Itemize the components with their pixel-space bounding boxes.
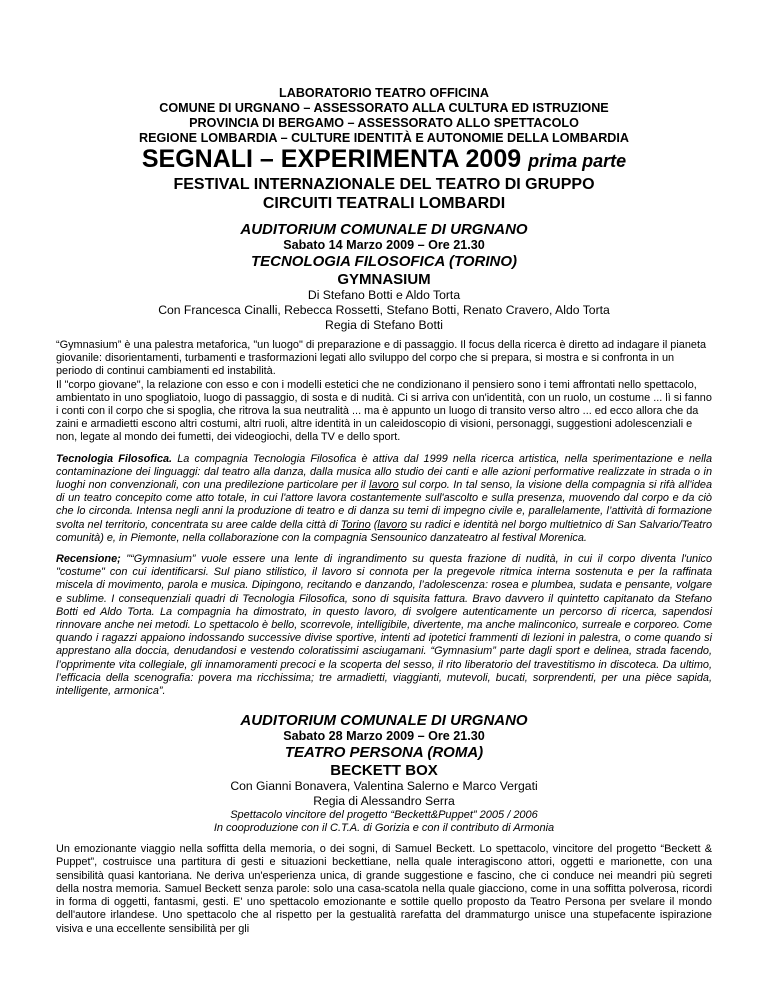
event2-venue: AUDITORIUM COMUNALE DI URGNANO	[240, 712, 528, 730]
festival-subtitle-2: CIRCUITI TEATRALI LOMBARDI	[262, 195, 506, 212]
event2-cast: Con Gianni Bonavera, Valentina Salerno e Marco Vergati	[230, 779, 538, 794]
event1-director: Regia di Stefano Botti	[325, 318, 443, 332]
event1-cast: Con Francesca Cinalli, Rebecca Rossetti, Stefano Botti, Renato Cravero, Aldo Torta	[158, 303, 610, 317]
event2-description: Un emozionante viaggio nella soffitta della memoria, o dei sogni, di Samuel Beckett. Lo spettacolo, vincitore del progetto “Beckett & Puppet”, costruisce una partitura di gesti e situazioni beckettiane, nella quale interagiscono attori, oggetti e marionette, con una sensibilità quasi kantoriana. Ne deriva un'esperienza unica, di grande suggestione e fascino, che ci conduce nei meandri più segreti della nostra memoria. Samuel Beckett senza parole: solo una casa-scatola nella quale giacciono, come in una soffitta polverosa, ricordi in forma di oggetti, fantasmi, gesti. E' uno spettacolo emozionante e sottile quello proposto da Teatro Persona per svelare il mondo dell'autore irlandese. Uno spettacolo che al rispetto per la gestualità rarefatta del drammaturgo unisce una stupefacente ispirazione visiva e una eccellente sensibilità per gli	[56, 843, 712, 935]
event2-note-1: Spettacolo vincitore del progetto “Beckett&Puppet” 2005 / 2006	[230, 809, 538, 822]
organizer-line-2: COMUNE DI URGNANO – ASSESSORATO ALLA CULTURA ED ISTRUZIONE	[159, 101, 609, 115]
festival-subtitle-1: FESTIVAL INTERNAZIONALE DEL TEATRO DI GRUPPO	[173, 176, 595, 193]
organizer-line-4: REGIONE LOMBARDIA – CULTURE IDENTITÀ E AUTONOMIE DELLA LOMBARDIA	[139, 131, 629, 145]
organizer-line-1: LABORATORIO TEATRO OFFICINA	[279, 86, 489, 100]
event1-description-1: “Gymnasium” è una palestra metaforica, "un luogo" di preparazione e di passaggio. Il focus della ricerca è diretto ad indagare il pianeta giovanile: disorientamenti, turbamenti e trasformazioni legati allo sviluppo del corpo che si prepara, si mostra e si confronta in un periodo di continui cambiamenti ed instabilità.	[56, 339, 707, 378]
event2-director: Regia di Alessandro Serra	[313, 794, 455, 809]
festival-title	[56, 146, 712, 175]
event1-company-label: Tecnologia Filosofica.	[56, 452, 173, 465]
event1-company: TECNOLOGIA FILOSOFICA (TORINO)	[250, 253, 518, 270]
event1-review-paragraph: Recensione; "“Gymnasium” vuole essere una lente di ingrandimento su questa frazione di nudità, in cui il corpo diventa l'unico "costume" con cui identificarsi. Sul piano stilistico, il lavoro si connota per la pregevole ritmica interna sostenuta e per la raffinata miscela di movimento, parola e musica. Dipingono, recitando e danzando, l’adolescenza: rosea e plumbea, sudata e pensante, volgare e sublime. I consequenziali quadri di Tecnologia Filosofica, sono di squisita fattura. Bravo davvero il quintetto capitanato da Stefano Botti ed Aldo Torta. La compagnia ha dimostrato, in questo lavoro, di svolgere autenticamente un percorso di ricerca, sapendosi rinnovare anche nei metodi. Lo spettacolo è bello, scorrevole, intelligibile, divertente, ma anche malinconico, surreale e corporeo. Come quando i ragazzi appaiono indossando successive divise sportive, intenti ad ipotetici frammenti di lezioni in palestra, o come quando si apprestano alla doccia, denudandosi e vestendo coloratissimi asciugamani. “Gymnasium” parte dagli sport e delinea, strada facendo, l’opprimente vita collegiale, gli innamoramenti precoci e la scoperta del sesso, il rito liberatorio del travestitismo in discoteca. Da ultimo, l’efficacia della scenografia: povera ma ricchissima; tre armadietti, viaggianti, mutevoli, bucati, sorprendenti, per una pièce sapida, intelligente, armonica”.	[56, 553, 712, 698]
festival-title-sub: prima parte	[528, 151, 627, 171]
event2-show-title: BECKETT BOX	[330, 762, 438, 780]
event1-company-paragraph: Tecnologia Filosofica. La compagnia Tecnologia Filosofica è attiva dal 1999 nella ricerca artistica, nella sperimentazione e nella contaminazione dei linguaggi: dal teatro alla danza, dalla musica allo studio dei canti e alle azioni performative realizzate in strada o in luoghi non convenzionali, con una predilezione particolare per il lavoro sul corpo. In tal senso, la visione della compagnia si rifà all'idea di un teatro concepito come atto totale, in cui l'attore lavora costantemente sull'ascolto e sulla presenza, muovendo dal corpo e da ciò che lo circonda. Intensa negli anni la produzione di teatro e di danza su temi di impegno civile e, parallelamente, l’attività di formazione svolta nel territorio, concentrata su aree calde della città di Torino (lavoro su radici e identità nel borgo multietnico di San Salvario/Teatro comunità) e, in Piemonte, nella collaborazione con la compagnia Sensounico danzateatro al festival Morenica.	[56, 452, 713, 544]
event2-date: Sabato 28 Marzo 2009 – Ore 21.30	[283, 729, 485, 744]
event1-review-label: Recensione;	[56, 553, 121, 566]
event1-description-2: Il "corpo giovane", la relazione con esso e con i modelli estetici che ne condizionano il pensiero sono i temi affrontati nello spettacolo, ambientato in uno spogliatoio, luogo di passaggio, di sosta e di nudità. Ci si arriva con un'identità, con un ruolo, un costume ... lì si fanno i conti con il corpo che si spoglia, che ritrova la sua neutralità ... ma è appunto un luogo di transito verso altro ... ed ecco allora che da zaini e armadietti escono altri costumi, altri ruoli, altre identità in un caleidoscopio di visioni, personaggi, suggestioni adolescenziali e non, legate al mondo dei fumetti, dei videogiochi, della TV e dello sport.	[56, 378, 712, 444]
event2-note-2: In cooproduzione con il C.T.A. di Gorizia e con il contributo di Armonia	[213, 822, 555, 835]
organizer-line-3: PROVINCIA DI BERGAMO – ASSESSORATO ALLO SPETTACOLO	[189, 116, 579, 130]
event1-venue: AUDITORIUM COMUNALE DI URGNANO	[240, 221, 528, 238]
event1-show-title: GYMNASIUM	[337, 271, 431, 288]
event1-authors: Di Stefano Botti e Aldo Torta	[307, 288, 461, 302]
event2-company: TEATRO PERSONA (ROMA)	[284, 744, 484, 762]
festival-title-main: SEGNALI – EXPERIMENTA 2009	[141, 145, 522, 173]
event1-date: Sabato 14 Marzo 2009 – Ore 21.30	[283, 238, 485, 252]
